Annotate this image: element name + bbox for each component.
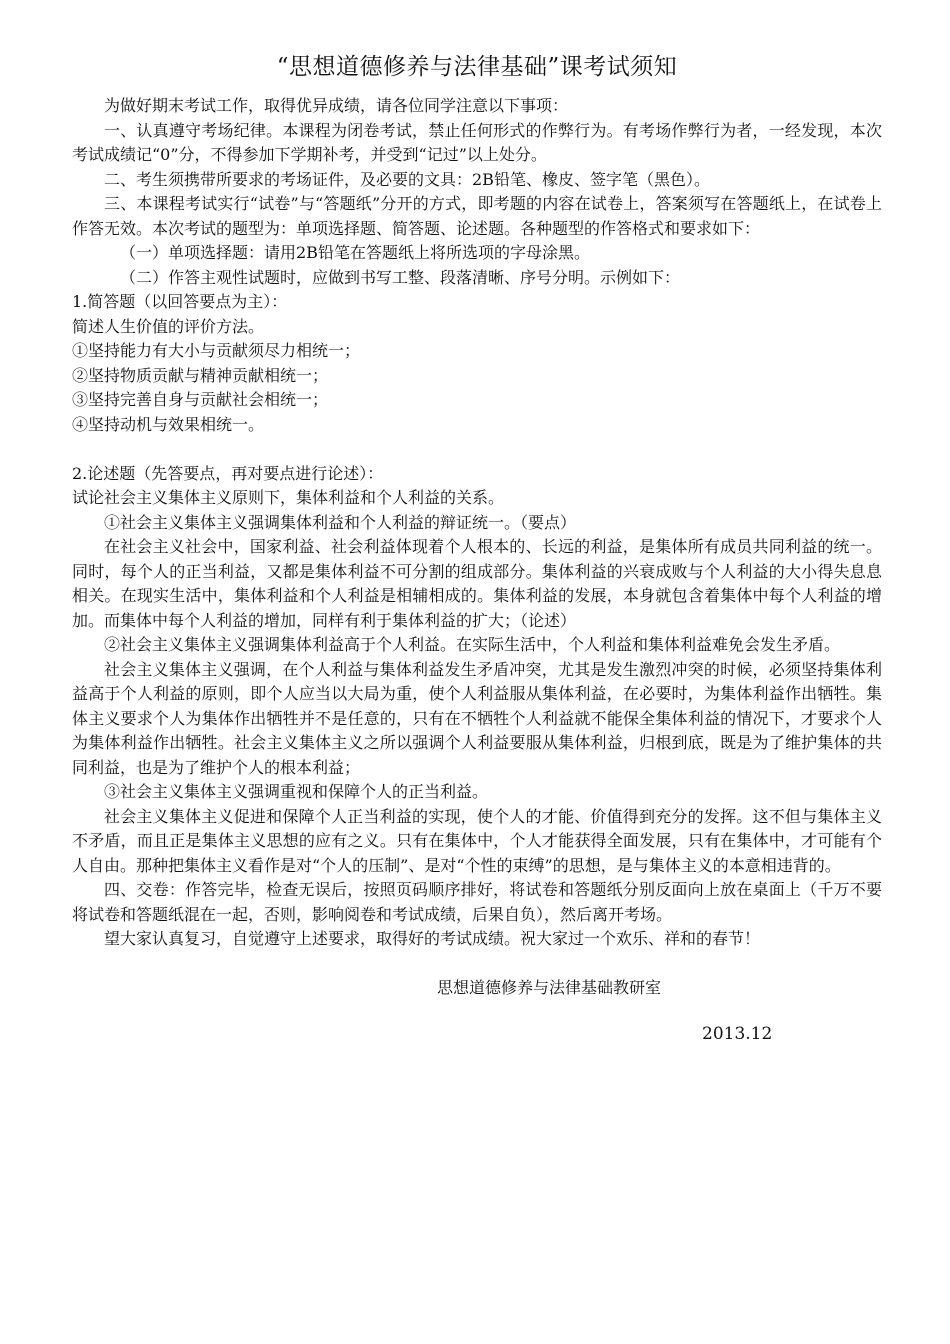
short-answer-point: ④坚持动机与效果相统一。 bbox=[72, 414, 265, 434]
rule-4-paragraph: 四、交卷：作答完毕，检查无误后，按照页码顺序排好，将试卷和答题纸分别反面向上放在桌面上（千万不要将试卷和答题纸混在一起，否则，影响阅卷和考试成绩，后果自负），然后离开考场。 bbox=[72, 880, 882, 924]
blank-line bbox=[72, 437, 882, 462]
essay-question: 试论社会主义集体主义原则下，集体利益和个人利益的关系。 bbox=[72, 488, 505, 507]
essay-paragraph: 社会主义集体主义强调，在个人利益与集体利益发生矛盾冲突，尤其是发生激烈冲突的时候，必须坚持集体利益高于个人利益的原则，即个人应当以大局为重，使个人利益服从集体利益，在必要时，为集体利益作出牺牲。集体主义要求个人为集体作出牺牲并不是任意的，只有在不牺牲个人利益就不能保全集体利益的情况下，才要求个人为集体利益作出牺牲。社会主义集体主义之所以强调个人利益要服从集体利益，归根到底，既是为了维护集体的共同利益，也是为了维护个人的根本利益； bbox=[72, 659, 882, 777]
signature: 思想道德修养与法律基础教研室 bbox=[437, 977, 662, 997]
essay-paragraph: 在社会主义社会中，国家利益、社会利益体现着个人根本的、长远的利益，是集体所有成员共同利益的统一。同时，每个人的正当利益，又都是集体利益不可分割的组成部分。集体利益的兴衰成败与个人利益的大小得失息息相关。在现实生活中，集体利益和个人利益是相辅相成的。集体利益的发展，本身就包含着集体中每个人利益的增加。而集体中每个人利益的增加，同样有利于集体利益的扩大；（论述） bbox=[72, 537, 882, 630]
short-answer-point: ②坚持物质贡献与精神贡献相统一； bbox=[72, 365, 329, 385]
document-title: “思想道德修养与法律基础”课考试须知 bbox=[276, 54, 678, 80]
essay-paragraph: ②社会主义集体主义强调集体利益高于个人利益。在实际生活中，个人利益和集体利益难免会发生矛盾。 bbox=[104, 635, 841, 654]
rule-3-paragraph: 三、本课程考试实行“试卷”与“答题纸”分开的方式，即考题的内容在试卷上，答案须写在答题纸上，在试卷上作答无效。本次考试的题型为：单项选择题、简答题、论述题。各种题型的作答格式和要求如下： bbox=[72, 194, 882, 238]
essay-heading: 2.论述题（先答要点，再对要点进行论述）： bbox=[72, 463, 384, 483]
date: 2013.12 bbox=[702, 1023, 773, 1044]
short-answer-question: 简述人生价值的评价方法。 bbox=[72, 316, 265, 336]
rule-1-paragraph: 一、认真遵守考场纪律。本课程为闭卷考试，禁止任何形式的作弊行为。有考场作弊行为者，一经发现，本次考试成绩记“0”分，不得参加下学期补考，并受到“记过”以上处分。 bbox=[72, 120, 882, 164]
essay-paragraph: ③社会主义集体主义强调重视和保障个人的正当利益。 bbox=[104, 782, 489, 801]
rule-3-subjective-paragraph: （二）作答主观性试题时，应做到书写工整、段落清晰、序号分明。示例如下： bbox=[120, 267, 681, 287]
closing-paragraph: 望大家认真复习，自觉遵守上述要求，取得好的考试成绩。祝大家过一个欢乐、祥和的春节！ bbox=[104, 929, 761, 948]
rule-3-choice-paragraph: （一）单项选择题：请用2B铅笔在答题纸上将所选项的字母涂黑。 bbox=[120, 243, 590, 262]
intro-paragraph: 为做好期末考试工作，取得优异成绩，请各位同学注意以下事项： bbox=[104, 96, 569, 115]
short-answer-point: ③坚持完善自身与贡献社会相统一； bbox=[72, 390, 329, 409]
essay-paragraph: 社会主义集体主义促进和保障个人正当利益的实现，使个人的才能、价值得到充分的发挥。这不但与集体主义不矛盾，而且正是集体主义思想的应有之义。只有在集体中，个人才能获得全面发展，只有在集体中，才可能有个人自由。那种把集体主义看作是对“个人的压制”、是对“个性的束缚”的思想，是与集体主义的本意相违背的。 bbox=[72, 806, 882, 875]
essay-paragraph: ①社会主义集体主义强调集体利益和个人利益的辩证统一。（要点） bbox=[104, 512, 577, 532]
short-answer-point: ①坚持能力有大小与贡献须尽力相统一； bbox=[72, 341, 361, 360]
rule-2-paragraph: 二、考生须携带所要求的考场证件，及必要的文具：2B铅笔、橡皮、签字笔（黑色）。 bbox=[104, 169, 710, 189]
short-answer-heading: 1.简答题（以回答要点为主）： bbox=[72, 292, 288, 311]
document-page bbox=[72, 50, 882, 1046]
